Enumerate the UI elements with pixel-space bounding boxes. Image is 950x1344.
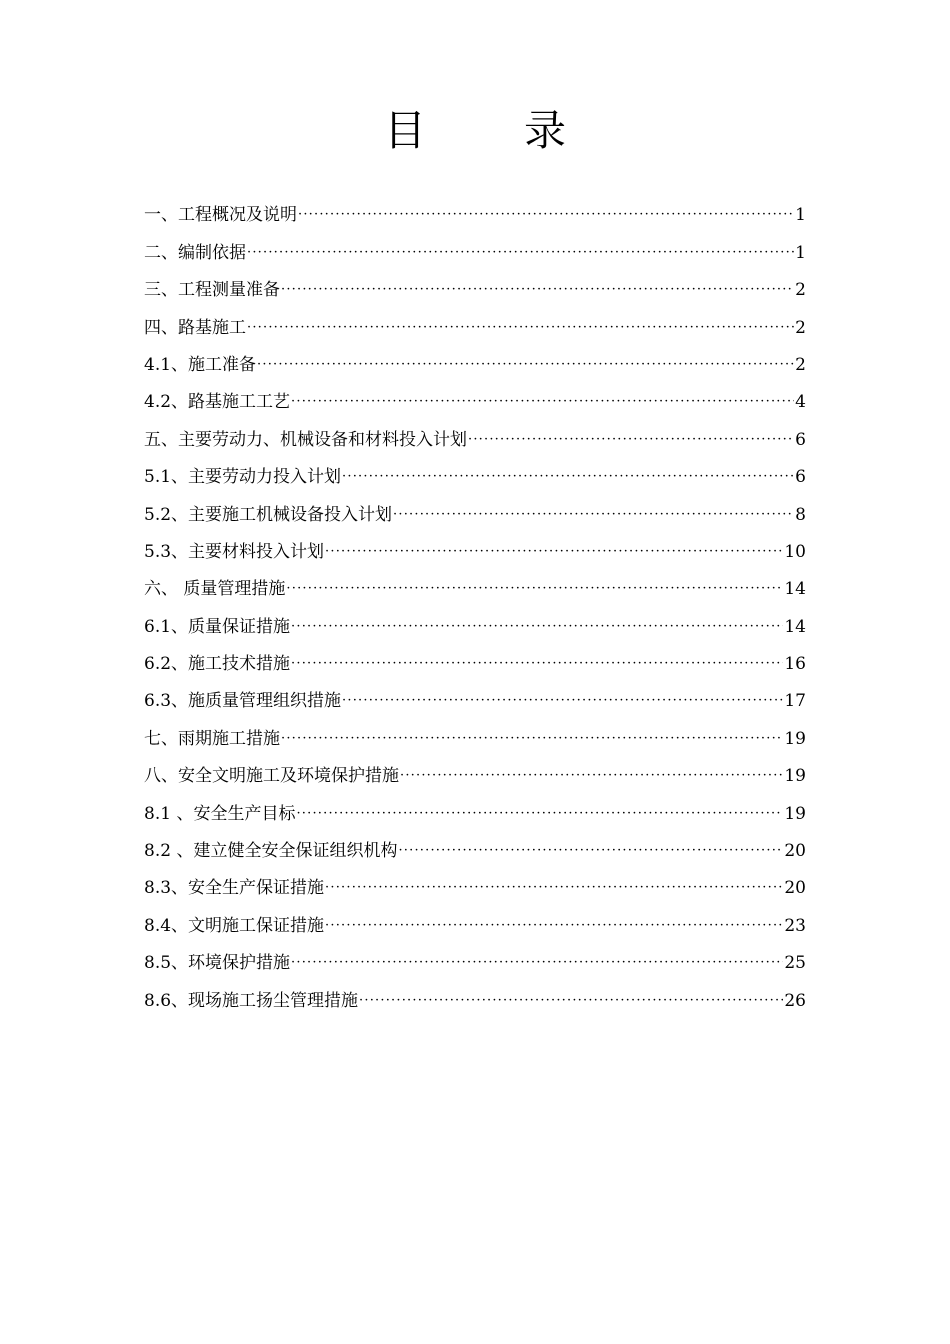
toc-entry-page-number: 17	[784, 691, 806, 712]
toc-entry-page-number: 19	[784, 803, 806, 824]
toc-entry[interactable]	[144, 862, 806, 899]
toc-entry-page-number: 1	[795, 242, 806, 263]
toc-dot-leader	[281, 728, 783, 750]
toc-dot-leader	[298, 204, 794, 226]
toc-entry-label: 四、路基施工	[144, 317, 246, 338]
toc-entry[interactable]	[144, 264, 806, 301]
toc-entry-label: 6.1、质量保证措施	[144, 616, 291, 637]
toc-entry-page-number: 14	[784, 616, 806, 637]
toc-entry[interactable]	[144, 339, 806, 376]
toc-dot-leader	[247, 242, 794, 264]
toc-entry-page-number: 2	[795, 280, 806, 301]
toc-entry-page-number: 20	[784, 841, 806, 862]
toc-entry-label: 5.2、主要施工机械设备投入计划	[144, 504, 393, 525]
toc-entry[interactable]	[144, 488, 806, 525]
toc-entry-label: 8.3、安全生产保证措施	[144, 878, 325, 899]
toc-dot-leader	[257, 354, 794, 376]
toc-entry-label: 5.1、主要劳动力投入计划	[144, 467, 342, 488]
toc-dot-leader	[291, 952, 783, 974]
toc-entry-label: 二、编制依据	[144, 242, 246, 263]
toc-entry-page-number: 10	[784, 541, 806, 562]
toc-entry[interactable]	[144, 899, 806, 936]
toc-entry-label: 8.6、现场施工扬尘管理措施	[144, 990, 359, 1011]
toc-dot-leader	[342, 466, 794, 488]
toc-entry-page-number: 4	[795, 392, 806, 413]
toc-entry-page-number: 19	[784, 766, 806, 787]
toc-entry-page-number: 2	[795, 354, 806, 375]
toc-entry-label: 一、工程概况及说明	[144, 205, 297, 226]
toc-entry-label: 8.4、文明施工保证措施	[144, 915, 325, 936]
toc-title-char-2: 录	[524, 106, 567, 155]
toc-dot-leader	[468, 429, 794, 451]
toc-dot-leader	[325, 877, 783, 899]
toc-entry[interactable]	[144, 787, 806, 824]
toc-entry-page-number: 20	[784, 878, 806, 899]
toc-entry[interactable]	[144, 376, 806, 413]
toc-entry-page-number: 25	[784, 953, 806, 974]
toc-entry[interactable]	[144, 750, 806, 787]
toc-entry-label: 五、主要劳动力、机械设备和材料投入计划	[144, 429, 467, 450]
toc-entry-page-number: 1	[795, 205, 806, 226]
toc-entry-label: 8.2 、建立健全安全保证组织机构	[144, 841, 398, 862]
toc-entry-page-number: 6	[795, 467, 806, 488]
toc-dot-leader	[393, 504, 794, 526]
toc-entry-label: 八、安全文明施工及环境保护措施	[144, 766, 399, 787]
toc-entry-label: 8.5、环境保护措施	[144, 953, 291, 974]
toc-entry[interactable]	[144, 712, 806, 749]
toc-entry[interactable]	[144, 638, 806, 675]
toc-entry[interactable]	[144, 974, 806, 1011]
toc-entry[interactable]	[144, 675, 806, 712]
toc-dot-leader	[281, 279, 794, 301]
toc-dot-leader	[296, 803, 783, 825]
toc-entry[interactable]	[144, 301, 806, 338]
toc-dot-leader	[325, 915, 783, 937]
toc-entry[interactable]	[144, 563, 806, 600]
toc-entry-page-number: 14	[784, 579, 806, 600]
toc-entry-page-number: 2	[795, 317, 806, 338]
toc-dot-leader	[286, 578, 783, 600]
toc-entry[interactable]	[144, 413, 806, 450]
toc-dot-leader	[359, 990, 783, 1012]
toc-dot-leader	[247, 317, 794, 339]
toc-entry[interactable]	[144, 526, 806, 563]
toc-entry[interactable]	[144, 600, 806, 637]
toc-entry-label: 六、 质量管理措施	[144, 579, 286, 600]
toc-list	[144, 189, 806, 1012]
toc-entry-page-number: 8	[795, 504, 806, 525]
toc-title-char-1: 目	[383, 106, 426, 155]
toc-entry[interactable]	[144, 937, 806, 974]
toc-entry[interactable]	[144, 189, 806, 226]
toc-dot-leader	[398, 840, 783, 862]
toc-entry-label: 4.2、路基施工工艺	[144, 392, 291, 413]
toc-entry-page-number: 16	[784, 654, 806, 675]
toc-dot-leader	[400, 765, 783, 787]
toc-entry-page-number: 23	[784, 915, 806, 936]
toc-dot-leader	[291, 653, 783, 675]
toc-dot-leader	[342, 690, 783, 712]
toc-entry[interactable]	[144, 825, 806, 862]
toc-entry-page-number: 19	[784, 728, 806, 749]
toc-entry[interactable]	[144, 451, 806, 488]
toc-entry[interactable]	[144, 226, 806, 263]
toc-entry-label: 三、工程测量准备	[144, 280, 280, 301]
toc-entry-label: 4.1、施工准备	[144, 354, 257, 375]
toc-dot-leader	[325, 541, 783, 563]
toc-entry-label: 5.3、主要材料投入计划	[144, 541, 325, 562]
toc-dot-leader	[291, 391, 794, 413]
toc-title	[0, 106, 950, 156]
toc-entry-page-number: 26	[784, 990, 806, 1011]
toc-entry-page-number: 6	[795, 429, 806, 450]
toc-entry-label: 6.3、施质量管理组织措施	[144, 691, 342, 712]
toc-entry-label: 8.1 、安全生产目标	[144, 803, 296, 824]
toc-dot-leader	[291, 616, 783, 638]
toc-entry-label: 6.2、施工技术措施	[144, 654, 291, 675]
toc-entry-label: 七、雨期施工措施	[144, 728, 280, 749]
